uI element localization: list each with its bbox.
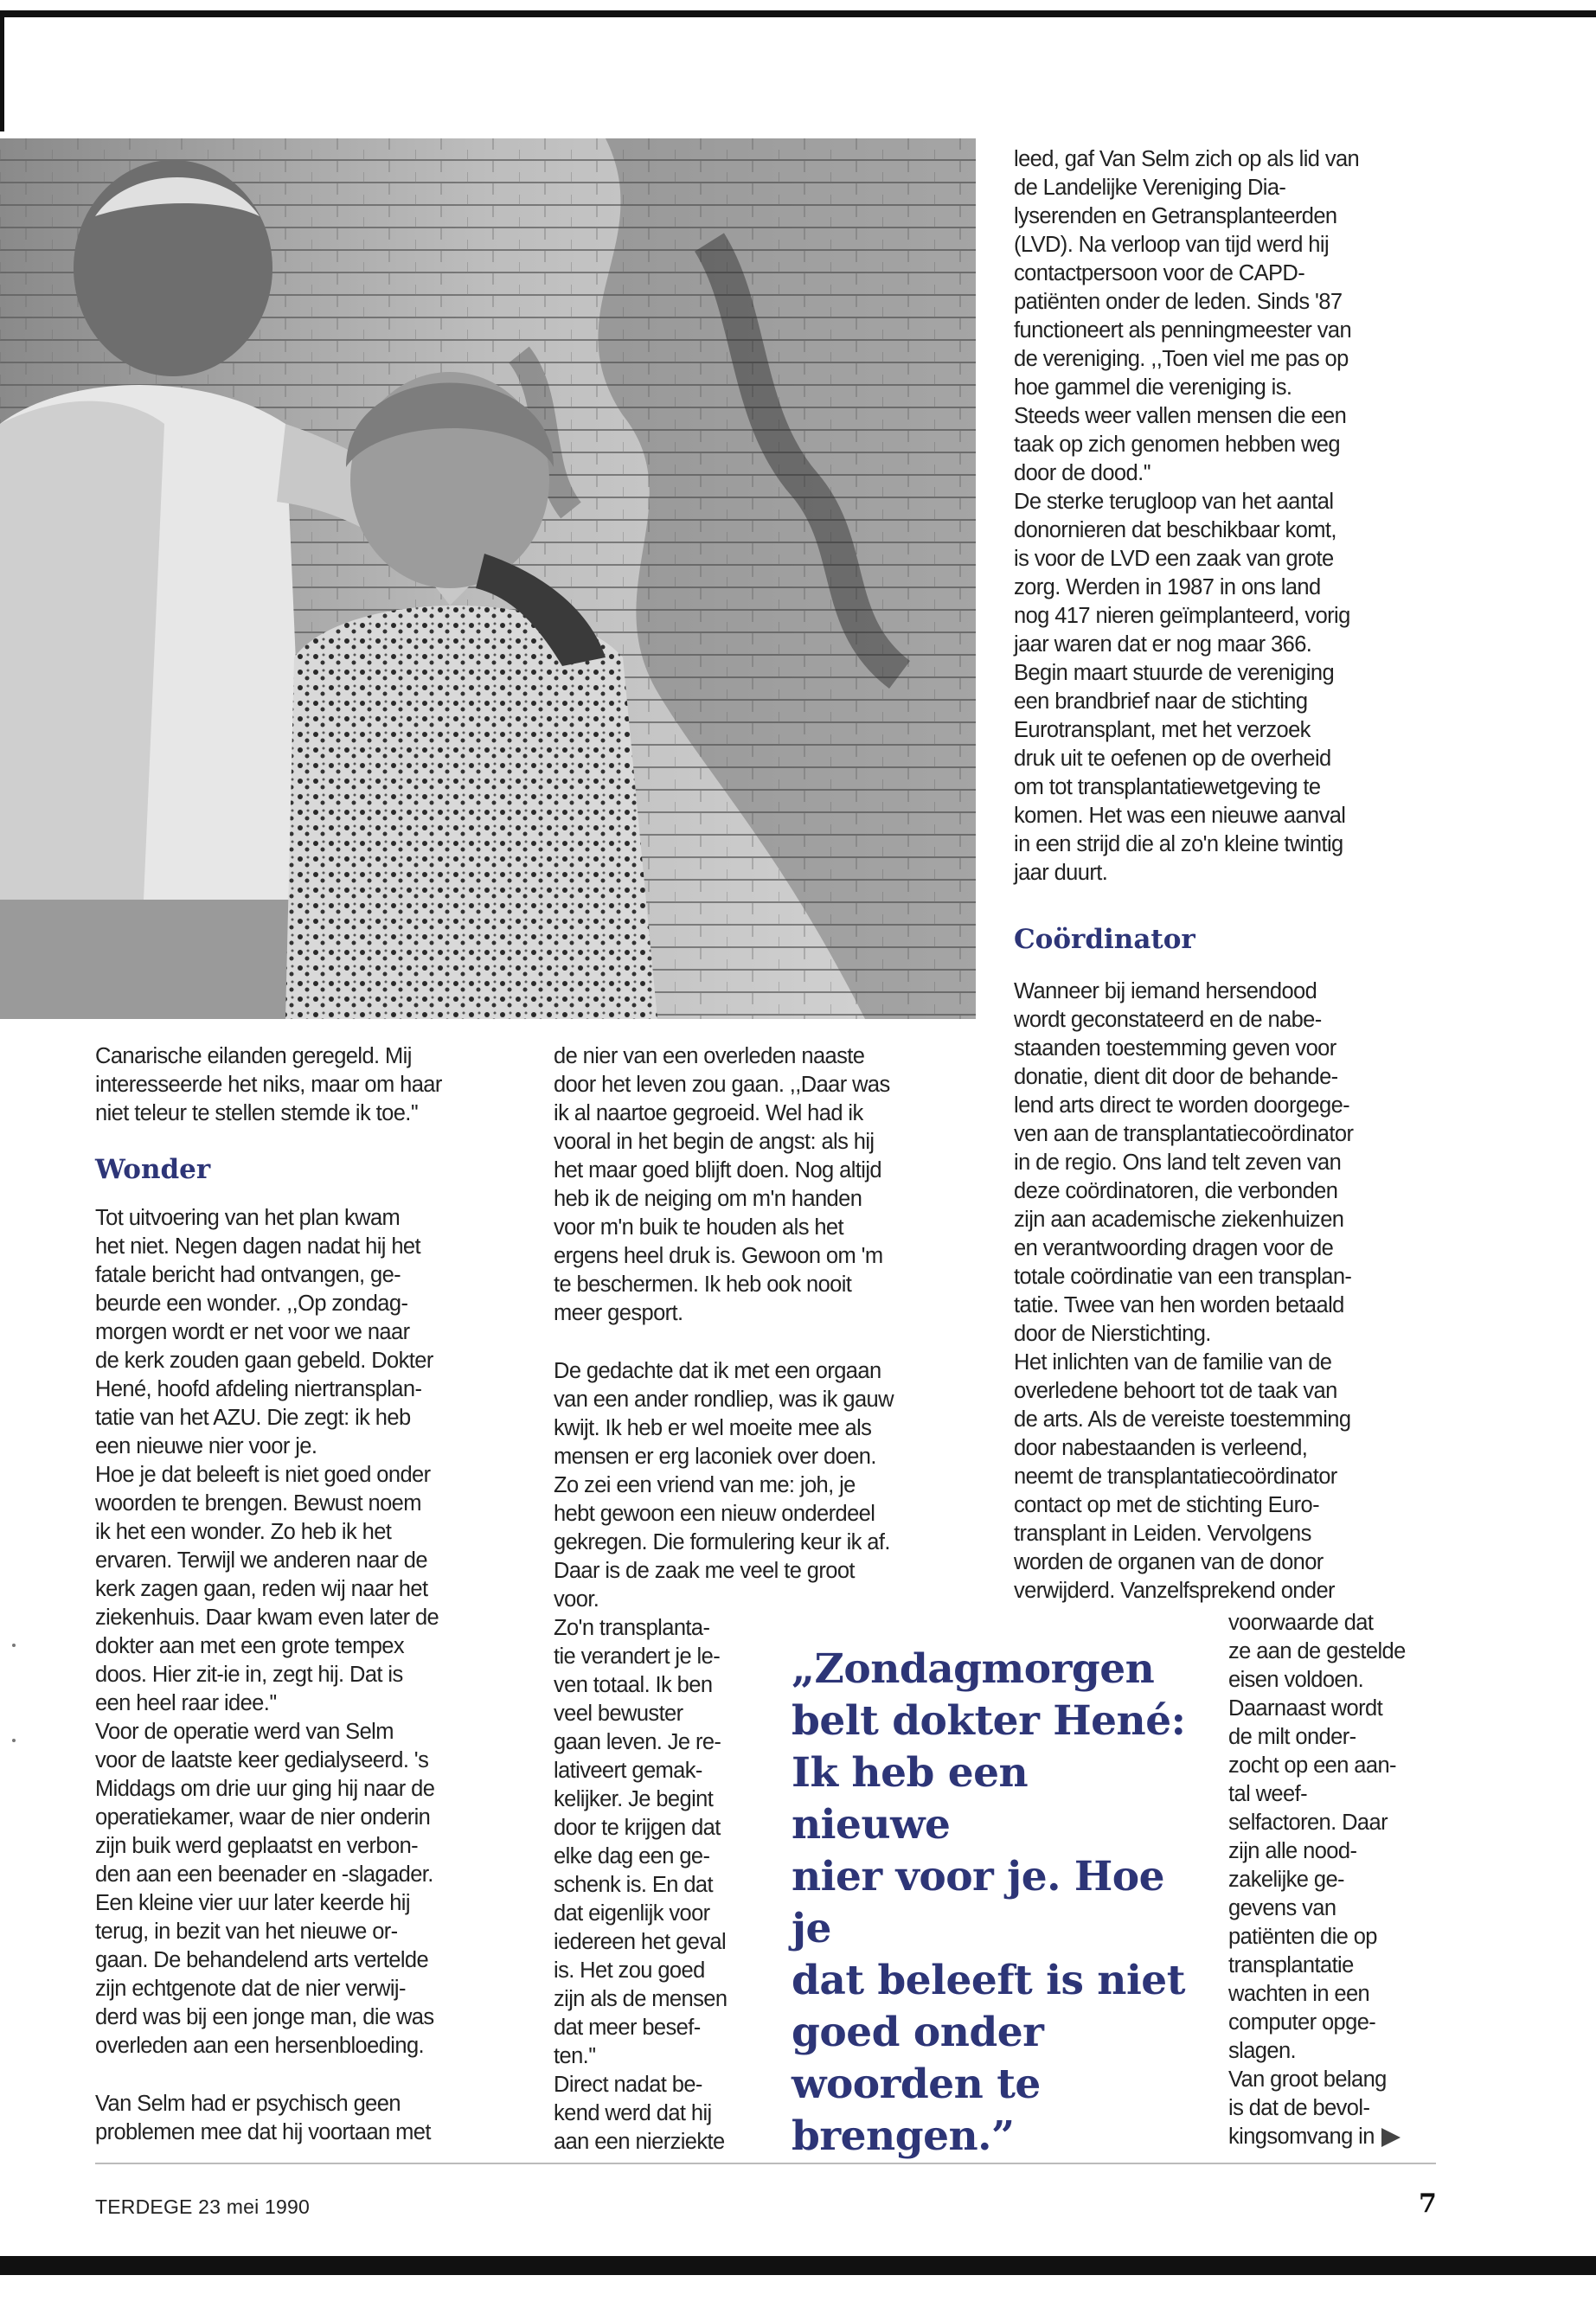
couple-photo-icon <box>0 138 976 1019</box>
col2-p2: De gedachte dat ik met een orgaan van een ander rondliep, was ik gauw kwijt. Ik heb er wel moeite mee als mensen er erg laconiek over doen. Zo zei een vriend van me: joh, je hebt gewoon een nieuw onderdeel gekregen. Die formulering keur ik af. Daar is de zaak me veel te groot voor. <box>554 1359 894 1612</box>
heading-wonder: Wonder <box>95 1154 211 1185</box>
col1-tail: Van Selm had er psychisch geen problemen mee dat hij voortaan met <box>95 2092 431 2144</box>
left-rule <box>0 10 4 131</box>
column-3-narrow <box>1228 1609 1445 2151</box>
column-3 <box>1014 145 1420 1606</box>
col2-p1: de nier van een overleden naaste door het leven zou gaan. ,,Daar was ik al naartoe gegroeid. Wel had ik vooral in het begin de angst: als hij het maar goed blijft doen. Nog altijd heb ik de neiging om m'n handen voor m'n buik te houden als het ergens heel druk is. Gewoon om 'm te beschermen. Ik heb ook nooit meer gesport. <box>554 1044 890 1325</box>
footer-rule <box>95 2163 1436 2164</box>
heading-coordinator: Coördinator <box>1014 924 1195 955</box>
margin-mark <box>12 1739 16 1742</box>
continue-arrow-icon <box>1381 2128 1401 2147</box>
col2-p3: Zo'n transplanta- tie verandert je le- ven totaal. Ik ben veel bewuster gaan leven. Je re- lativeert gemak- kelijker. Je begint door te krijgen dat elke dag een ge- schenk is. En dat dat eigenlijk voor iedereen het geval is. Het zou goed zijn als de mensen dat meer besef- ten.'' Direct nadat be- kend werd dat hij aan een nierziekte <box>554 1616 727 2154</box>
footer-publication: TERDEGE 23 mei 1990 <box>95 2195 310 2218</box>
col1-body: Tot uitvoering van het plan kwam het niet. Negen dagen nadat hij het fatale bericht had ontvangen, ge- beurde een wonder. ,,Op zondag- morgen wordt er net voor we naar de kerk zouden gaan gebeld. Dokter Hené, hoofd afdeling niertransplan- tatie van het AZU. Die zegt: ik heb een nieuwe nier voor je. Hoe je dat beleeft is niet goed onder woorden te brengen. Bewust noem ik het een wonder. Zo heb ik het ervaren. Terwijl we anderen naar de kerk zagen gaan, reden wij naar het ziekenhuis. Daar kwam even later de dokter aan met een grote tempex doos. Hier zit-ie in, zegt hij. Dat is een heel raar idee.'' Voor de operatie werd van Selm voor de laatste keer gedialyseerd. 's Middags om drie uur ging hij naar de operatiekamer, waar de nier onderin zijn buik werd geplaatst en verbon- den aan een beenader en -slagader. Een kleine vier uur later keerde hij terug, in bezit van het nieuwe or- gaan. De behandelend arts vertelde zijn echtgenote dat de nier verwij- derd was bij een jonge man, die was overleden aan een hersenbloeding. <box>95 1206 439 2058</box>
col1-intro: Canarische eilanden geregeld. Mij interesseerde het niks, maar om haar niet teleur te stellen stemde ik toe.'' <box>95 1044 442 1125</box>
col3-p2: Wanneer bij iemand hersendood wordt geconstateerd en de nabe- staanden toestemming geven voor donatie, dient dit door de behande- lend arts direct te worden doorgege- ven aan de transplantatiecoördinator in de regio. Ons land telt zeven van deze coördinatoren, die verbonden zijn aan academische ziekenhuizen en verantwoording dragen voor de totale coördinatie van een transplan- tatie. Twee van hen worden betaald door de Nierstichting. Het inlichten van de familie van de overledene behoort tot de taak van de arts. Als de vereiste toestemming door nabestaanden is verleend, neemt de transplantatiecoördinator contact op met de stichting Euro- transplant in Leiden. Vervolgens worden de organen van de donor verwijderd. Vanzelfsprekend onder <box>1014 979 1354 1603</box>
couple-photo <box>0 138 976 1019</box>
col3-p1: leed, gaf Van Selm zich op als lid van de Landelijke Vereniging Dia- lyserenden en Getransplanteerden (LVD). Na verloop van tijd werd hij contactpersoon voor de CAPD- patiënten onder de leden. Sinds '87 functioneert als penningmeester van de vereniging. ,,Toen viel me pas op hoe gammel die vereniging is. Steeds weer vallen mensen die een taak op zich genomen hebben weg door de dood.'' De sterke terugloop van het aantal donornieren dat beschikbaar komt, is voor de LVD een zaak van grote zorg. Werden in 1987 in ons land nog 417 nieren geïmplanteerd, vorig jaar waren dat er nog maar 366. Begin maart stuurde de vereniging een brandbrief naar de stichting Eurotransplant, met het verzoek druk uit te oefenen op de overheid om tot transplantatiewetgeving te komen. Het was een nieuwe aanval in een strijd die al zo'n kleine twintig jaar duurt. <box>1014 147 1360 885</box>
margin-mark <box>12 1644 16 1647</box>
pull-quote: „Zondagmorgen belt dokter Hené: Ik heb een nieuwe nier voor je. Hoe je dat beleeft is niet goed onder woorden te brengen.” <box>792 1645 1186 2160</box>
col3-p3: voorwaarde dat ze aan de gestelde eisen voldoen. Daarnaast wordt de milt onder- zocht op een aan- tal weef- selfactoren. Daar zijn alle nood- zakelijke ge- gevens van patiënten die op transplantatie wachten in een computer opge- slagen. Van groot belang is dat de bevol- kingsomvang in <box>1228 1611 1406 2149</box>
bottom-rule <box>0 2256 1596 2275</box>
column-1 <box>95 1042 515 2147</box>
top-rule <box>0 10 1596 17</box>
page-number: 7 <box>1419 2189 1437 2219</box>
